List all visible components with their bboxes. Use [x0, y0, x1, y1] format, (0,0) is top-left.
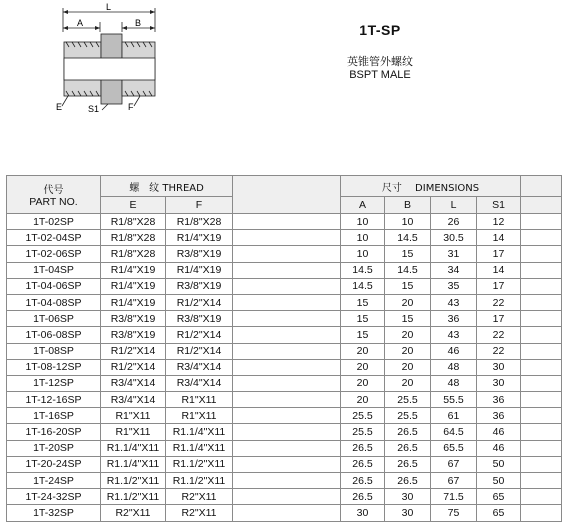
dim-L-cell: 48: [431, 375, 477, 391]
thread-E-cell: R1/8"X28: [101, 230, 166, 246]
dim-S1-cell: 22: [477, 343, 521, 359]
dim-A-cell: 10: [341, 230, 385, 246]
part-no-header: [7, 176, 101, 214]
blank-cell: [521, 408, 562, 424]
blank-header: [233, 176, 341, 214]
thread-E-cell: R3/8"X19: [101, 311, 166, 327]
dim-S1-cell: 14: [477, 230, 521, 246]
table-row: [7, 327, 562, 343]
blank-cell: [233, 505, 341, 521]
thread-F-cell: R1/2"X14: [166, 294, 233, 310]
blank-cell: [233, 359, 341, 375]
thread-F-cell: R1/2"X14: [166, 343, 233, 359]
table-row: [7, 392, 562, 408]
blank-cell: [233, 375, 341, 391]
blank-cell: [521, 246, 562, 262]
table-row: [7, 440, 562, 456]
page-title: 1T-SP: [359, 22, 401, 38]
dim-B-cell: 20: [385, 343, 431, 359]
thread-F-cell: R1.1/2"X11: [166, 473, 233, 489]
label-E: E: [56, 102, 63, 112]
blank-cell: [233, 489, 341, 505]
dim-A-cell: 14.5: [341, 262, 385, 278]
dim-L-label: L: [106, 2, 112, 12]
dim-B-cell: 14.5: [385, 262, 431, 278]
blank-cell: [233, 214, 341, 230]
dim-S1-cell: 50: [477, 473, 521, 489]
table-row: [7, 424, 562, 440]
dim-A-cell: 26.5: [341, 456, 385, 472]
dim-S1-cell: 17: [477, 246, 521, 262]
part-no-cell: 1T-16SP: [7, 408, 101, 424]
thread-E-cell: R1.1/2"X11: [101, 473, 166, 489]
table-row: [7, 456, 562, 472]
blank-cell: [521, 327, 562, 343]
dim-B-cell: 15: [385, 278, 431, 294]
dim-S1-cell: 46: [477, 440, 521, 456]
dim-L-cell: 61: [431, 408, 477, 424]
thread-E-cell: R2"X11: [101, 505, 166, 521]
thread-F-cell: R1"X11: [166, 392, 233, 408]
thread-E-cell: R3/8"X19: [101, 327, 166, 343]
blank-cell: [521, 262, 562, 278]
part-no-header-en: PART NO.: [29, 196, 78, 208]
table-row: [7, 311, 562, 327]
thread-E-cell: R1/2"X14: [101, 343, 166, 359]
thread-E-cell: R1/4"X19: [101, 294, 166, 310]
thread-E-cell: R1/8"X28: [101, 214, 166, 230]
thread-F-cell: R3/8"X19: [166, 246, 233, 262]
part-no-cell: 1T-20SP: [7, 440, 101, 456]
thread-E-cell: R1/8"X28: [101, 246, 166, 262]
part-no-cell: 1T-20-24SP: [7, 456, 101, 472]
blank-cell: [521, 278, 562, 294]
dim-L-cell: 35: [431, 278, 477, 294]
dim-A-cell: 15: [341, 311, 385, 327]
thread-F-cell: R3/8"X19: [166, 311, 233, 327]
part-no-cell: 1T-02-04SP: [7, 230, 101, 246]
dim-A-cell: 25.5: [341, 424, 385, 440]
blank-cell: [521, 505, 562, 521]
table-row: [7, 375, 562, 391]
col-L-header: L: [431, 197, 477, 214]
blank-cell: [233, 424, 341, 440]
fitting-drawing: [40, 2, 180, 114]
blank-cell: [521, 311, 562, 327]
part-no-cell: 1T-16-20SP: [7, 424, 101, 440]
dim-A-cell: 14.5: [341, 278, 385, 294]
part-no-cell: 1T-04-08SP: [7, 294, 101, 310]
dim-A-cell: 26.5: [341, 489, 385, 505]
label-F: F: [128, 102, 134, 112]
dim-B-cell: 30: [385, 505, 431, 521]
dim-B-cell: 20: [385, 359, 431, 375]
dim-A-cell: 20: [341, 343, 385, 359]
dim-S1-cell: 46: [477, 424, 521, 440]
blank-cell: [521, 375, 562, 391]
dim-L-cell: 31: [431, 246, 477, 262]
blank-cell: [233, 456, 341, 472]
blank-cell: [233, 392, 341, 408]
thread-E-cell: R1.1/4"X11: [101, 456, 166, 472]
thread-F-cell: R1.1/4"X11: [166, 424, 233, 440]
dim-A-cell: 10: [341, 214, 385, 230]
table-row: [7, 489, 562, 505]
part-no-cell: 1T-12SP: [7, 375, 101, 391]
dim-L-cell: 71.5: [431, 489, 477, 505]
dim-L-cell: 43: [431, 327, 477, 343]
col-E-header: E: [101, 197, 166, 214]
dim-A-cell: 15: [341, 294, 385, 310]
dimensions-table: [6, 175, 562, 522]
dim-A-cell: 10: [341, 246, 385, 262]
dim-B-cell: 25.5: [385, 392, 431, 408]
blank-cell: [521, 359, 562, 375]
dim-B-cell: 25.5: [385, 408, 431, 424]
thread-F-cell: R1.1/4"X11: [166, 440, 233, 456]
blank-cell: [233, 294, 341, 310]
dim-S1-cell: 12: [477, 214, 521, 230]
col-B-header: B: [385, 197, 431, 214]
blank-cell: [233, 246, 341, 262]
dim-L-cell: 75: [431, 505, 477, 521]
blank-cell: [521, 456, 562, 472]
dim-A-cell: 25.5: [341, 408, 385, 424]
dim-B-cell: 15: [385, 311, 431, 327]
table-row: [7, 343, 562, 359]
dim-S1-cell: 14: [477, 262, 521, 278]
part-no-cell: 1T-32SP: [7, 505, 101, 521]
dim-L-cell: 67: [431, 473, 477, 489]
blank-cell: [233, 262, 341, 278]
thread-F-cell: R1/4"X19: [166, 230, 233, 246]
blank-header-right: [521, 176, 562, 197]
thread-E-cell: R1.1/4"X11: [101, 440, 166, 456]
thread-F-cell: R1"X11: [166, 408, 233, 424]
dim-B-cell: 20: [385, 294, 431, 310]
dim-B-cell: 26.5: [385, 424, 431, 440]
blank-cell: [233, 327, 341, 343]
dim-B-cell: 26.5: [385, 473, 431, 489]
dim-S1-cell: 65: [477, 489, 521, 505]
dim-L-cell: 67: [431, 456, 477, 472]
thread-F-cell: R3/4"X14: [166, 375, 233, 391]
col-A-header: A: [341, 197, 385, 214]
thread-E-cell: R1/4"X19: [101, 278, 166, 294]
table-row: [7, 505, 562, 521]
part-no-cell: 1T-06SP: [7, 311, 101, 327]
dim-B-label: B: [135, 18, 142, 28]
dim-B-cell: 20: [385, 327, 431, 343]
dim-L-cell: 36: [431, 311, 477, 327]
dim-A-cell: 15: [341, 327, 385, 343]
thread-E-cell: R1.1/2"X11: [101, 489, 166, 505]
subtitle-chinese: 英锥管外螺纹: [347, 55, 413, 68]
dim-A-cell: 26.5: [341, 440, 385, 456]
table-row: [7, 262, 562, 278]
part-no-cell: 1T-06-08SP: [7, 327, 101, 343]
thread-E-cell: R1/2"X14: [101, 359, 166, 375]
part-no-cell: 1T-04SP: [7, 262, 101, 278]
dim-S1-cell: 65: [477, 505, 521, 521]
thread-F-cell: R2"X11: [166, 489, 233, 505]
part-no-cell: 1T-02SP: [7, 214, 101, 230]
blank-cell: [521, 343, 562, 359]
blank-cell: [521, 473, 562, 489]
thread-F-cell: R3/8"X19: [166, 278, 233, 294]
blank-col-header: [521, 197, 562, 214]
blank-cell: [233, 408, 341, 424]
thread-F-cell: R1/2"X14: [166, 327, 233, 343]
dim-S1-cell: 22: [477, 294, 521, 310]
part-no-cell: 1T-04-06SP: [7, 278, 101, 294]
col-S1-header: S1: [477, 197, 521, 214]
blank-cell: [233, 473, 341, 489]
col-F-header: F: [166, 197, 233, 214]
table-row: [7, 230, 562, 246]
part-no-cell: 1T-02-06SP: [7, 246, 101, 262]
blank-cell: [521, 440, 562, 456]
part-no-cell: 1T-24SP: [7, 473, 101, 489]
blank-cell: [521, 294, 562, 310]
blank-cell: [233, 230, 341, 246]
blank-cell: [233, 311, 341, 327]
dim-S1-cell: 36: [477, 392, 521, 408]
table-row: [7, 294, 562, 310]
dim-L-cell: 64.5: [431, 424, 477, 440]
part-no-cell: 1T-08SP: [7, 343, 101, 359]
thread-E-cell: R1"X11: [101, 408, 166, 424]
table-row: [7, 408, 562, 424]
blank-cell: [521, 230, 562, 246]
dim-B-cell: 26.5: [385, 456, 431, 472]
thread-header: 螺 纹 THREAD: [101, 176, 233, 197]
dim-L-cell: 26: [431, 214, 477, 230]
thread-E-cell: R1"X11: [101, 424, 166, 440]
dim-L-cell: 43: [431, 294, 477, 310]
thread-E-cell: R1/4"X19: [101, 262, 166, 278]
thread-E-cell: R3/4"X14: [101, 375, 166, 391]
dim-S1-cell: 30: [477, 375, 521, 391]
dim-S1-cell: 30: [477, 359, 521, 375]
part-no-cell: 1T-12-16SP: [7, 392, 101, 408]
dim-L-cell: 34: [431, 262, 477, 278]
dim-S1-cell: 17: [477, 278, 521, 294]
dim-B-cell: 26.5: [385, 440, 431, 456]
dim-S1-cell: 50: [477, 456, 521, 472]
dim-L-cell: 48: [431, 359, 477, 375]
part-no-cell: 1T-08-12SP: [7, 359, 101, 375]
subtitle-english: BSPT MALE: [349, 69, 411, 81]
table-row: [7, 473, 562, 489]
thread-E-cell: R3/4"X14: [101, 392, 166, 408]
dim-A-cell: 20: [341, 359, 385, 375]
dim-S1-cell: 36: [477, 408, 521, 424]
thread-F-cell: R2"X11: [166, 505, 233, 521]
dimensions-header: 尺寸 DIMENSIONS: [341, 176, 521, 197]
blank-cell: [521, 392, 562, 408]
blank-cell: [521, 489, 562, 505]
dim-A-label: A: [77, 18, 84, 28]
blank-cell: [521, 214, 562, 230]
dim-B-cell: 14.5: [385, 230, 431, 246]
dim-L-cell: 46: [431, 343, 477, 359]
thread-F-cell: R3/4"X14: [166, 359, 233, 375]
thread-F-cell: R1/8"X28: [166, 214, 233, 230]
table-row: [7, 214, 562, 230]
dim-A-cell: 30: [341, 505, 385, 521]
dim-L-cell: 65.5: [431, 440, 477, 456]
dim-B-cell: 10: [385, 214, 431, 230]
label-S1: S1: [88, 104, 100, 114]
table-row: [7, 246, 562, 262]
thread-F-cell: R1.1/2"X11: [166, 456, 233, 472]
dim-B-cell: 15: [385, 246, 431, 262]
dim-S1-cell: 17: [477, 311, 521, 327]
table-row: [7, 278, 562, 294]
dim-B-cell: 20: [385, 375, 431, 391]
blank-cell: [233, 343, 341, 359]
dim-L-cell: 55.5: [431, 392, 477, 408]
dim-S1-cell: 22: [477, 327, 521, 343]
blank-cell: [233, 440, 341, 456]
dim-A-cell: 20: [341, 375, 385, 391]
part-no-cell: 1T-24-32SP: [7, 489, 101, 505]
part-no-header-cn: 代号: [43, 185, 64, 196]
dim-L-cell: 30.5: [431, 230, 477, 246]
thread-F-cell: R1/4"X19: [166, 262, 233, 278]
blank-cell: [233, 278, 341, 294]
dim-B-cell: 30: [385, 489, 431, 505]
dim-A-cell: 20: [341, 392, 385, 408]
dim-A-cell: 26.5: [341, 473, 385, 489]
table-row: [7, 359, 562, 375]
blank-cell: [521, 424, 562, 440]
